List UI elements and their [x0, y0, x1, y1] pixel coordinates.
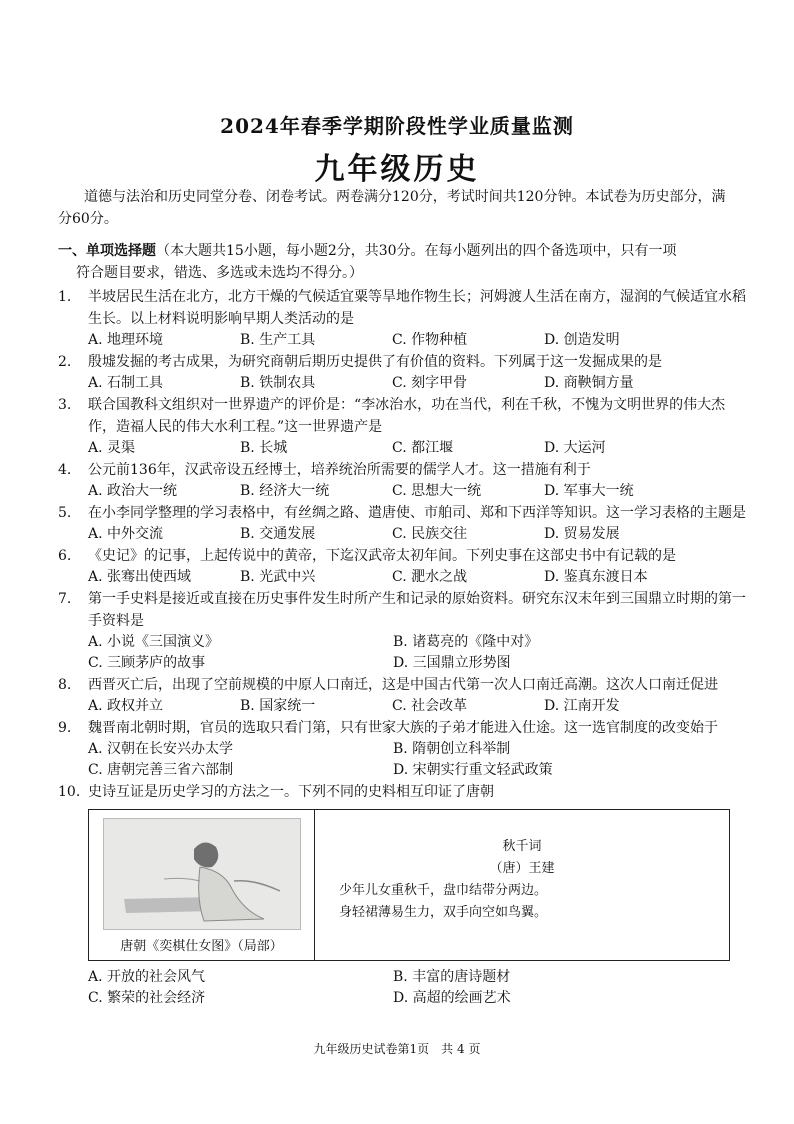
option: C. 都江堰 [392, 440, 454, 456]
question-number: 9. [58, 720, 72, 736]
question [58, 717, 748, 781]
poem-line: 身轻裙薄易生力，双手向空如鸟翼。 [339, 905, 548, 920]
section-instructions-cont: 符合题目要求，错选、多选或未选均不得分。） [76, 265, 363, 281]
subject-title: 九年级历史 [314, 152, 480, 187]
question-number: 6. [58, 548, 72, 564]
option: B. 长城 [240, 440, 288, 456]
option: A. 开放的社会风气 [88, 969, 206, 985]
option: A. 中外交流 [88, 526, 164, 542]
option: C. 民族交往 [392, 526, 468, 542]
question [58, 781, 748, 1009]
poem-author: （唐）王建 [489, 861, 555, 876]
option: B. 生产工具 [240, 332, 316, 348]
question-stem: 联合国教科文组织对一世界遗产的评价是：“李冰治水，功在当代，利在千秋，不愧为文明世界的伟大杰作，造福人民的伟大水利工程。”这一世界遗产是 [88, 397, 726, 435]
option: A. 张骞出使西域 [88, 569, 192, 585]
question-stem: 半坡居民生活在北方，北方干燥的气候适宜粟等旱地作物生长；河姆渡人生活在南方，湿润的气候适宜水稻生长。以上材料说明影响早期人类活动的是 [88, 289, 746, 327]
question-stem: 魏晋南北朝时期，官员的选取只看门第，只有世家大族的子弟才能进入仕途。这一选官制度的改变始于 [88, 720, 718, 736]
painting-caption: 唐朝《奕棋仕女图》（局部） [120, 939, 283, 954]
option: B. 丰富的唐诗题材 [393, 969, 511, 985]
option: A. 灵渠 [88, 440, 136, 456]
option: B. 国家统一 [240, 698, 316, 714]
option: C. 刻字甲骨 [392, 375, 468, 391]
exam-intro: 道德与法治和历史同堂分卷、闭卷考试。两卷满分120分，考试时间共120分钟。本试卷为历史部分，满分60分。 [58, 189, 726, 227]
question-number: 8. [58, 677, 72, 693]
option: C. 社会改革 [392, 698, 468, 714]
question-stem: 《史记》的记事，上起传说中的黄帝，下迄汉武帝太初年间。下列史事在这部史书中有记载的是 [88, 548, 676, 564]
option: D. 大运河 [544, 440, 606, 456]
option: D. 宋朝实行重文轻武政策 [393, 762, 553, 778]
question-number: 5. [58, 505, 72, 521]
option: A. 政治大一统 [88, 483, 178, 499]
question-number: 1. [58, 289, 72, 305]
question-stem: 公元前136年，汉武帝设五经博士，培养统治所需要的儒学人才。这一措施有利于 [88, 462, 591, 478]
question-list [58, 286, 748, 1009]
option: B. 交通发展 [240, 526, 316, 542]
poem-title: 秋千词 [502, 839, 542, 854]
option: D. 商鞅铜方量 [544, 375, 634, 391]
question [58, 545, 748, 588]
option: D. 军事大一统 [544, 483, 634, 499]
poem-line: 少年儿女重秋千，盘巾结带分两边。 [339, 883, 548, 898]
question-stem: 西晋灭亡后，出现了空前规模的中原人口南迁，这是中国古代第一次人口南迁高潮。这次人口南迁促进 [88, 677, 718, 693]
question [58, 459, 748, 502]
question [58, 588, 748, 674]
option: C. 唐朝完善三省六部制 [88, 762, 234, 778]
option: A. 地理环境 [88, 332, 164, 348]
question-stem: 第一手史料是接近或直接在历史事件发生时所产生和记录的原始资料。研究东汉末年到三国鼎立时期的第一手资料是 [88, 591, 746, 629]
option: C. 作物种植 [392, 332, 468, 348]
question [58, 286, 748, 351]
question-stem: 在小李同学整理的学习表格中，有丝绸之路、遣唐使、市舶司、郑和下西洋等知识。这一学习表格的主题是 [88, 505, 746, 521]
option: D. 江南开发 [544, 698, 620, 714]
section-name: 单项选择题 [86, 243, 156, 259]
option: D. 三国鼎立形势图 [393, 655, 511, 671]
option: C. 淝水之战 [392, 569, 468, 585]
question-number: 3. [58, 397, 72, 413]
question-number: 2. [58, 354, 72, 370]
option: C. 繁荣的社会经济 [88, 990, 206, 1006]
section-instructions: （本大题共15小题，每小题2分，共30分。在每小题列出的四个备选项中，只有一项 [156, 243, 677, 259]
poem-panel [315, 810, 729, 960]
question [58, 394, 748, 459]
section-heading [58, 240, 748, 284]
option: B. 隋朝创立科举制 [393, 741, 511, 757]
option: A. 汉朝在长安兴办太学 [88, 741, 234, 757]
option: D. 创造发明 [544, 332, 620, 348]
option: A. 政权并立 [88, 698, 164, 714]
painting-panel [89, 810, 315, 960]
exam-title: 2024年春季学期阶段性学业质量监测 [220, 114, 574, 138]
option: D. 高超的绘画艺术 [393, 990, 511, 1006]
question [58, 502, 748, 545]
option: C. 思想大一统 [392, 483, 482, 499]
painting-image [103, 818, 301, 930]
option: B. 经济大一统 [240, 483, 330, 499]
question-number: 7. [58, 591, 72, 607]
option: D. 贸易发展 [544, 526, 620, 542]
page-footer: 九年级历史试卷第1页 共 4 页 [313, 1042, 481, 1056]
option: B. 诸葛亮的《隆中对》 [393, 634, 539, 650]
option: B. 光武中兴 [240, 569, 316, 585]
question [58, 674, 748, 717]
question-number: 4. [58, 462, 72, 478]
option: D. 鉴真东渡日本 [544, 569, 648, 585]
section-number: 一、 [58, 243, 86, 259]
option: C. 三顾茅庐的故事 [88, 655, 206, 671]
option: A. 小说《三国演义》 [88, 634, 220, 650]
option: B. 铁制农具 [240, 375, 316, 391]
source-material-box [88, 809, 730, 961]
question [58, 351, 748, 394]
question-number: 10. [58, 784, 81, 800]
option: A. 石制工具 [88, 375, 164, 391]
question-stem: 殷墟发掘的考古成果，为研究商朝后期历史提供了有价值的资料。下列属于这一发掘成果的是 [88, 354, 662, 370]
question-stem: 史诗互证是历史学习的方法之一。下列不同的史料相互印证了唐朝 [88, 784, 494, 800]
